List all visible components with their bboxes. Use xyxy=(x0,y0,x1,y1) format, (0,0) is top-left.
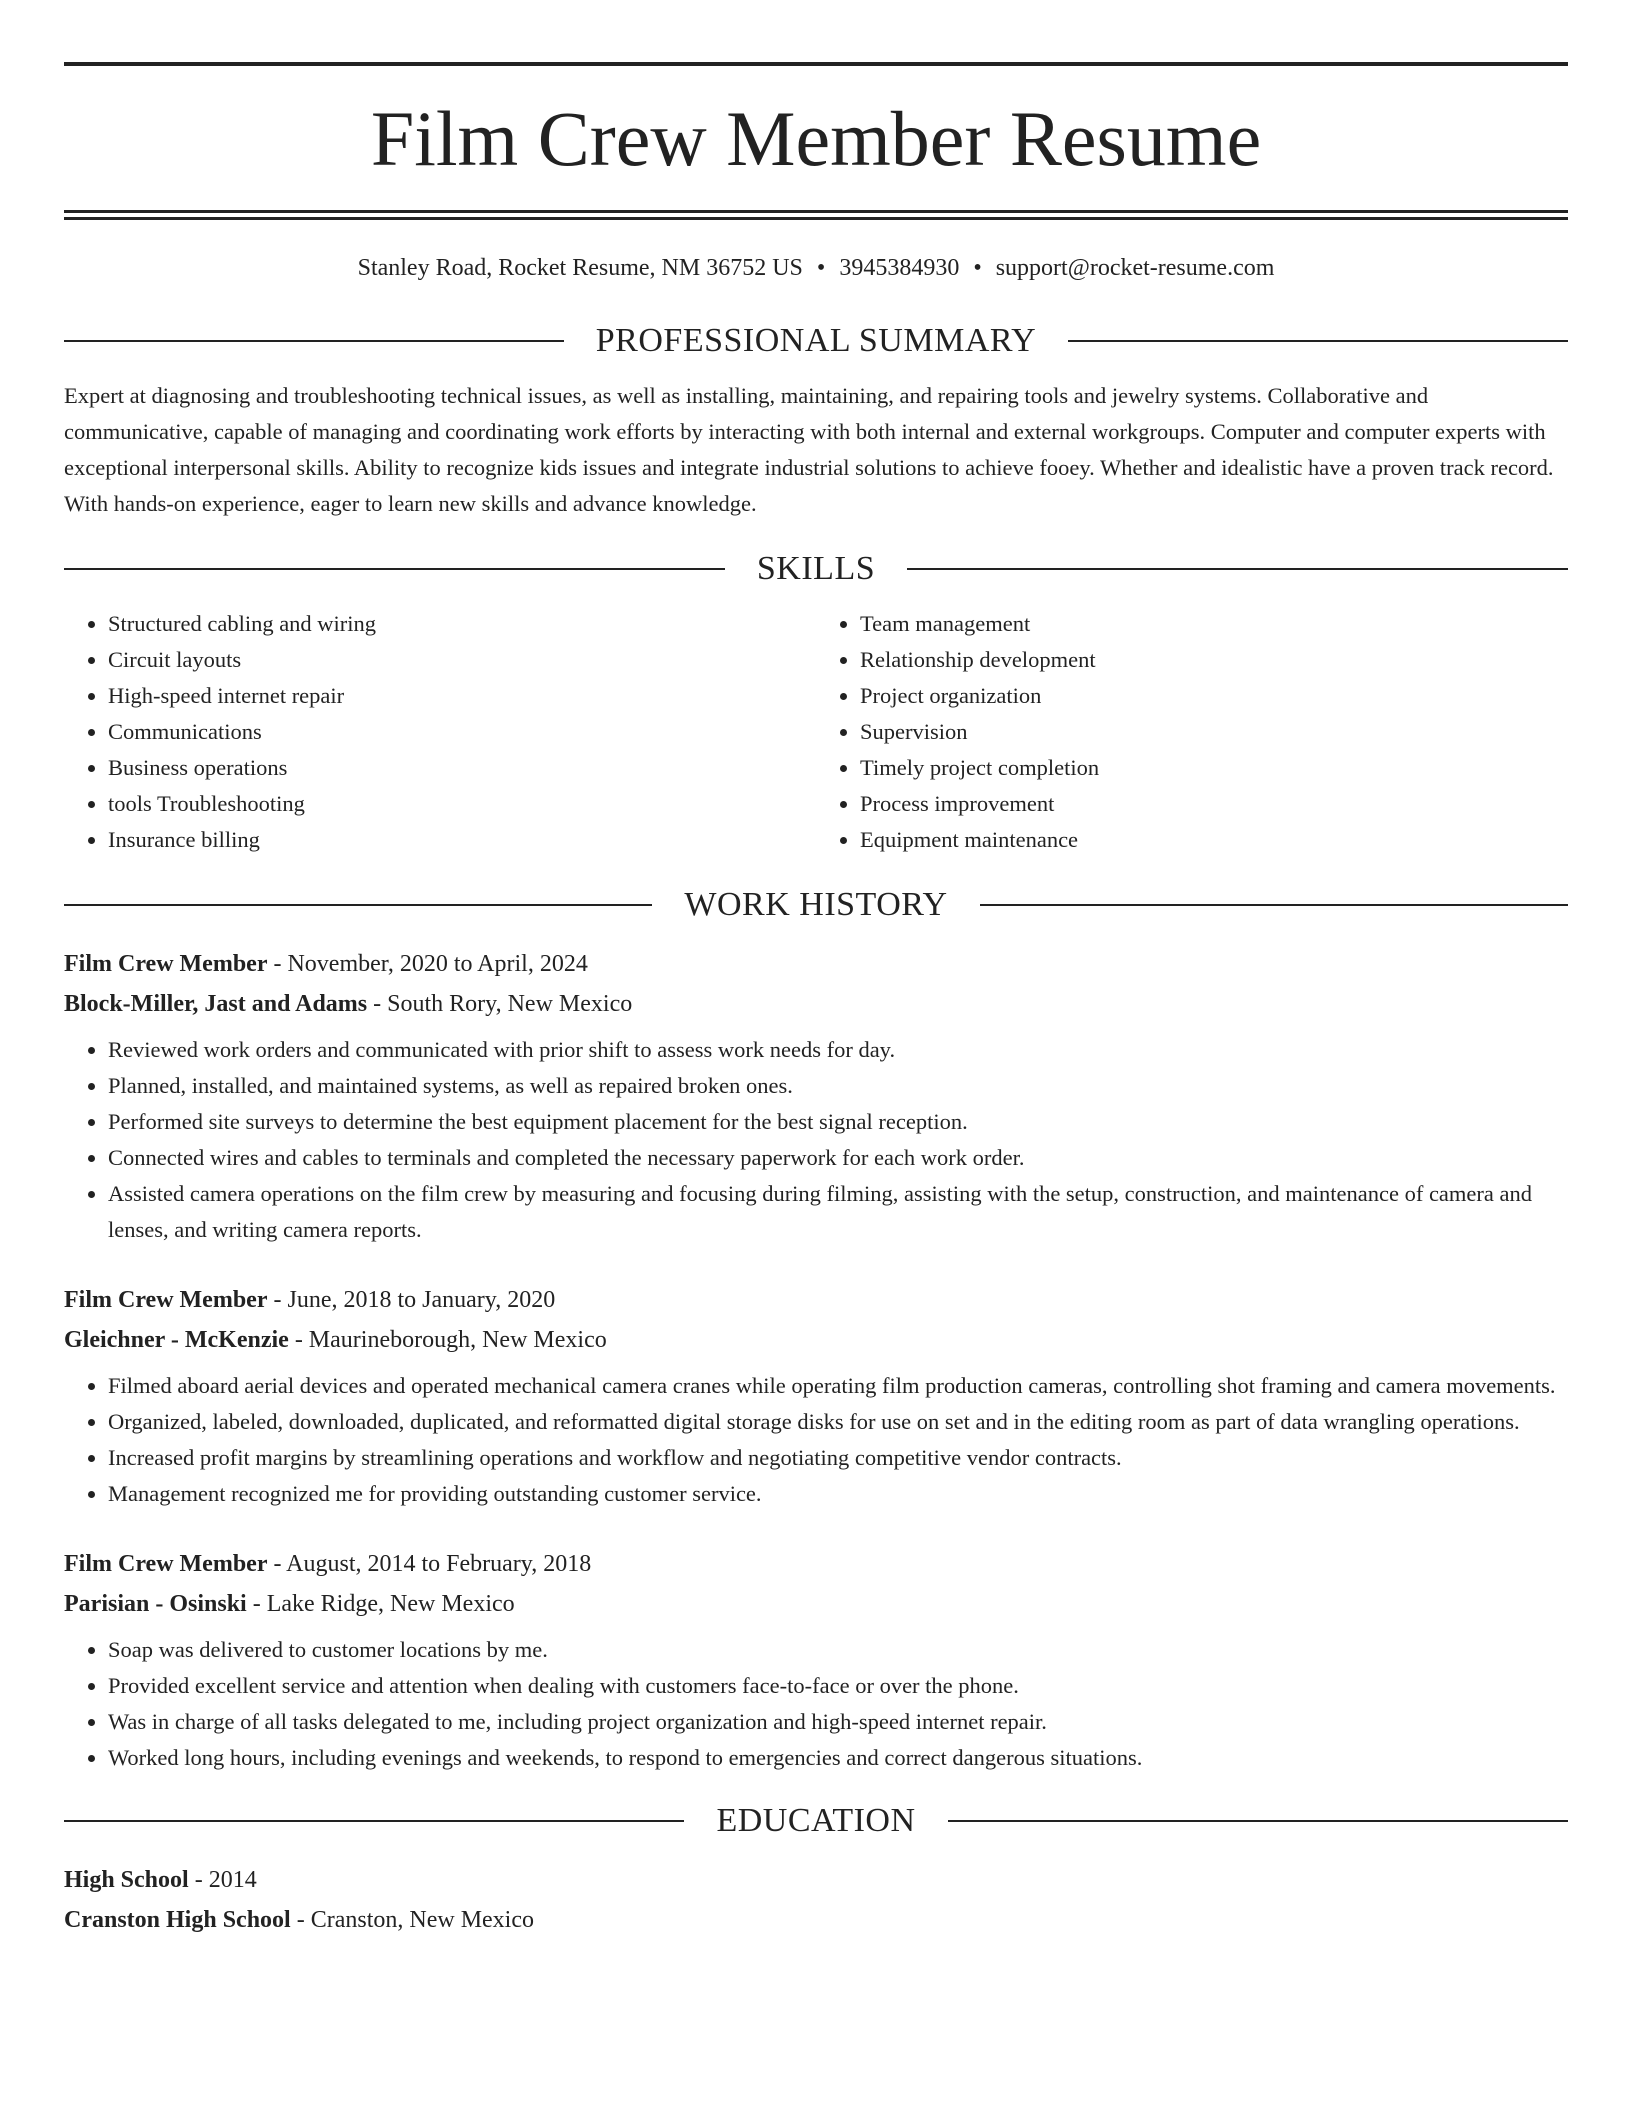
job-bullets xyxy=(64,1368,1568,1512)
job-title-line xyxy=(64,944,1568,984)
job-bullet: • Worked long hours, including evenings and weekends, to respond to emergencies and correct dangerous situations. xyxy=(108,1740,1568,1776)
skills-heading-text: SKILLS xyxy=(756,550,876,587)
job-location: - South Rory, New Mexico xyxy=(367,991,633,1017)
skills-column-right xyxy=(816,606,1568,858)
contact-line xyxy=(64,256,1568,280)
skills-column-left xyxy=(64,606,816,858)
education-school: Cranston High School xyxy=(64,1907,291,1933)
contact-phone: 3945384930 xyxy=(839,255,960,281)
heading-rule-right xyxy=(980,904,1568,906)
contact-email: support@rocket-resume.com xyxy=(995,255,1275,281)
job-bullet: • Planned, installed, and maintained systems, as well as repaired broken ones. xyxy=(108,1068,1568,1104)
education-heading-text: EDUCATION xyxy=(716,1802,916,1839)
work-heading xyxy=(64,888,1568,922)
skill-item: • Timely project completion xyxy=(860,750,1568,786)
job-title: Film Crew Member xyxy=(64,1287,268,1313)
job-entry xyxy=(64,1544,1568,1776)
job-bullet: • Increased profit margins by streamlining operations and workflow and negotiating competitive vendor contracts. xyxy=(108,1440,1568,1476)
skill-item: • Team management xyxy=(860,606,1568,642)
contact-separator: • xyxy=(973,255,982,281)
skill-item: • Business operations xyxy=(108,750,816,786)
education-entry xyxy=(64,1860,1568,1940)
job-bullets xyxy=(64,1632,1568,1776)
job-bullet: • Provided excellent service and attention when dealing with customers face-to-face or over the phone. xyxy=(108,1668,1568,1704)
heading-rule-right xyxy=(948,1820,1568,1822)
work-heading-text: WORK HISTORY xyxy=(684,886,948,923)
job-company-line xyxy=(64,984,1568,1024)
education-location: - Cranston, New Mexico xyxy=(290,1907,534,1933)
job-company-line xyxy=(64,1320,1568,1360)
skill-item: • High-speed internet repair xyxy=(108,678,816,714)
job-bullet: • Assisted camera operations on the film crew by measuring and focusing during filming, assisting with the setup, construction, and maintenance of camera and lenses, and writing camera reports. xyxy=(108,1176,1568,1248)
skill-item: • Communications xyxy=(108,714,816,750)
skill-item: • Structured cabling and wiring xyxy=(108,606,816,642)
job-bullet: • Performed site surveys to determine the best equipment placement for the best signal reception. xyxy=(108,1104,1568,1140)
heading-rule-left xyxy=(64,568,725,570)
skill-item: • Supervision xyxy=(860,714,1568,750)
job-entry xyxy=(64,944,1568,1248)
job-title: Film Crew Member xyxy=(64,951,268,977)
job-title-line xyxy=(64,1280,1568,1320)
job-dates: - November, 2020 to April, 2024 xyxy=(267,951,588,977)
heading-rule-right xyxy=(1068,340,1568,342)
summary-heading xyxy=(64,324,1568,358)
job-company: Gleichner - McKenzie xyxy=(64,1327,289,1353)
title-double-rule xyxy=(64,210,1568,220)
top-rule xyxy=(64,62,1568,66)
skill-item: • Project organization xyxy=(860,678,1568,714)
skills-heading xyxy=(64,552,1568,586)
summary-text: Expert at diagnosing and troubleshooting technical issues, as well as installing, maintaining, and repairing tools and jewelry systems. Collaborative and communicative, capable of managing and coordinating work efforts by interacting with both internal and external workgroups. Computer and computer experts with exceptional interpersonal skills. Ability to recognize kids issues and integrate industrial solutions to achieve fooey. Whether and idealistic have a proven track record. With hands-on experience, eager to learn new skills and advance knowledge. xyxy=(64,383,1554,516)
contact-separator: • xyxy=(816,255,826,281)
heading-rule-right xyxy=(907,568,1568,570)
job-bullet: • Connected wires and cables to terminals and completed the necessary paperwork for each work order. xyxy=(108,1140,1568,1176)
job-bullet: • Reviewed work orders and communicated with prior shift to assess work needs for day. xyxy=(108,1032,1568,1068)
job-dates: - August, 2014 to February, 2018 xyxy=(267,1551,592,1577)
job-title: Film Crew Member xyxy=(64,1551,268,1577)
resume-title: Film Crew Member Resume xyxy=(370,95,1262,182)
job-company-line xyxy=(64,1584,1568,1624)
job-company: Parisian - Osinski xyxy=(64,1591,247,1617)
education-heading xyxy=(64,1804,1568,1838)
skill-item: • Relationship development xyxy=(860,642,1568,678)
education-year: - 2014 xyxy=(188,1867,257,1893)
education-school-line xyxy=(64,1900,1568,1940)
job-title-line xyxy=(64,1544,1568,1584)
heading-rule-left xyxy=(64,1820,684,1822)
skill-item: • tools Troubleshooting xyxy=(108,786,816,822)
job-bullet: • Filmed aboard aerial devices and operated mechanical camera cranes while operating film production cameras, controlling shot framing and camera movements. xyxy=(108,1368,1568,1404)
job-entry xyxy=(64,1280,1568,1512)
education-degree-line xyxy=(64,1860,1568,1900)
job-dates: - June, 2018 to January, 2020 xyxy=(267,1287,556,1313)
job-bullet: • Organized, labeled, downloaded, duplicated, and reformatted digital storage disks for use on set and in the editing room as part of data wrangling operations. xyxy=(108,1404,1568,1440)
skill-item: • Insurance billing xyxy=(108,822,816,858)
job-bullet: • Was in charge of all tasks delegated to me, including project organization and high-speed internet repair. xyxy=(108,1704,1568,1740)
skill-item: • Circuit layouts xyxy=(108,642,816,678)
heading-rule-left xyxy=(64,340,564,342)
job-location: - Lake Ridge, New Mexico xyxy=(246,1591,515,1617)
job-bullet: • Soap was delivered to customer locations by me. xyxy=(108,1632,1568,1668)
job-company: Block-Miller, Jast and Adams xyxy=(64,991,368,1017)
job-bullets xyxy=(64,1032,1568,1248)
education-degree: High School xyxy=(64,1867,189,1893)
heading-rule-left xyxy=(64,904,652,906)
job-location: - Maurineborough, New Mexico xyxy=(288,1327,607,1353)
skills-list xyxy=(64,606,1568,858)
skill-item: • Process improvement xyxy=(860,786,1568,822)
job-bullet: • Management recognized me for providing outstanding customer service. xyxy=(108,1476,1568,1512)
skill-item: • Equipment maintenance xyxy=(860,822,1568,858)
summary-heading-text: PROFESSIONAL SUMMARY xyxy=(595,322,1037,359)
contact-address: Stanley Road, Rocket Resume, NM 36752 US xyxy=(357,255,803,281)
